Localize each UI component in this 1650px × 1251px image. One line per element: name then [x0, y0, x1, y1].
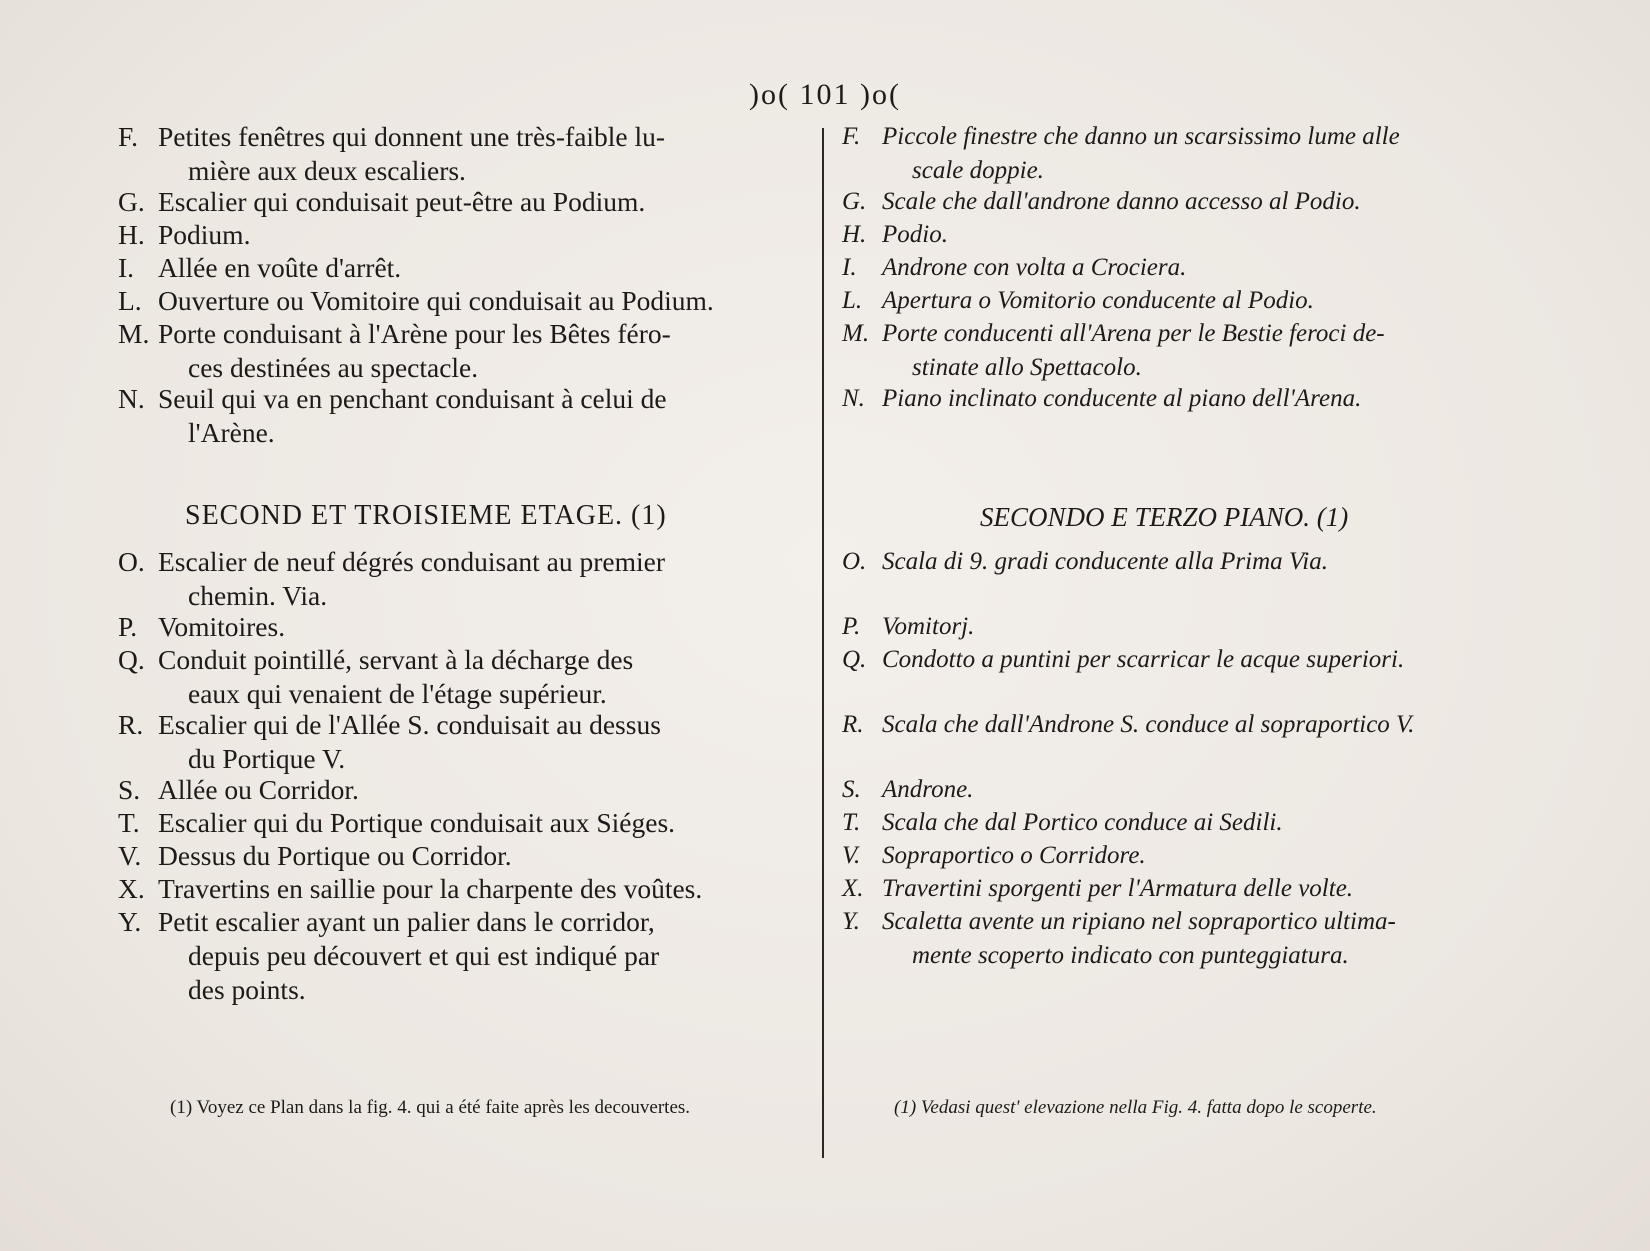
legend-letter: H. — [118, 219, 145, 250]
legend-letter: N. — [842, 385, 865, 412]
legend-text: Petites fenêtres qui donnent une très-faible lu- — [158, 121, 666, 152]
italian-section-heading: SECONDO E TERZO PIANO. (1) — [980, 502, 1349, 532]
legend-entry — [118, 872, 806, 906]
legend-entry — [118, 773, 806, 807]
legend-text: Podium. — [158, 219, 251, 250]
legend-entry — [118, 708, 806, 776]
legend-entry — [842, 284, 1532, 318]
legend-text: Androne. — [882, 776, 974, 803]
legend-letter: V. — [842, 842, 861, 869]
legend-text: ces destinées au spectacle. — [188, 352, 479, 383]
legend-letter: M. — [842, 320, 870, 347]
legend-text: Escalier de neuf dégrés conduisant au premier — [158, 546, 666, 577]
legend-entry — [842, 806, 1532, 840]
legend-text: Condotto a puntini per scarricar le acque superiori. — [882, 646, 1405, 673]
legend-letter: F. — [118, 121, 138, 152]
legend-entry — [842, 545, 1532, 579]
legend-entry — [118, 251, 806, 285]
legend-letter: L. — [842, 287, 863, 314]
legend-entry — [842, 905, 1532, 973]
legend-entry — [118, 185, 806, 219]
legend-text: Ouverture ou Vomitoire qui conduisait au Podium. — [158, 285, 714, 316]
legend-text: Travertins en saillie pour la charpente des voûtes. — [158, 873, 703, 904]
legend-text: Conduit pointillé, servant à la décharge des — [158, 644, 634, 675]
legend-text: Scaletta avente un ripiano nel sopraportico ultima- — [882, 908, 1396, 935]
legend-text: mière aux deux escaliers. — [188, 155, 466, 186]
legend-text: Sopraportico o Corridore. — [882, 842, 1146, 869]
legend-letter: N. — [118, 383, 145, 414]
legend-letter: Y. — [118, 906, 142, 937]
italian-footnote: (1) Vedasi quest' elevazione nella Fig. 4. fatta dopo le scoperte. — [894, 1097, 1377, 1118]
legend-entry — [118, 806, 806, 840]
legend-text: Dessus du Portique ou Corridor. — [158, 840, 512, 871]
legend-text: Allée en voûte d'arrêt. — [158, 252, 402, 283]
legend-letter: O. — [118, 546, 145, 577]
legend-letter: T. — [842, 809, 861, 836]
legend-letter: X. — [842, 875, 864, 902]
legend-entry — [842, 382, 1532, 416]
legend-entry — [118, 317, 806, 385]
legend-text: Vomitorj. — [882, 613, 975, 640]
french-section-heading: SECOND ET TROISIEME ETAGE. (1) — [185, 500, 667, 531]
legend-text: scale doppie. — [912, 157, 1044, 184]
legend-text: Escalier qui de l'Allée S. conduisait au dessus — [158, 709, 661, 740]
legend-text: Androne con volta a Crociera. — [882, 254, 1187, 281]
legend-entry — [118, 382, 806, 450]
french-footnote: (1) Voyez ce Plan dans la fig. 4. qui a été faite après les decouvertes. — [170, 1097, 691, 1118]
legend-text: des points. — [188, 974, 306, 1005]
legend-text: Petit escalier ayant un palier dans le corridor, — [158, 906, 655, 937]
legend-text: Allée ou Corridor. — [158, 774, 359, 805]
legend-text: stinate allo Spettacolo. — [912, 354, 1142, 381]
legend-text: Porte conducenti all'Arena per le Bestie feroci de- — [882, 320, 1385, 347]
legend-text: depuis peu découvert et qui est indiqué par — [188, 940, 660, 971]
page-number: )o( 101 )o( — [749, 78, 901, 111]
legend-entry — [842, 185, 1532, 219]
legend-text: Scala che dall'Androne S. conduce al sopraportico V. — [882, 711, 1415, 738]
legend-letter: S. — [842, 776, 861, 803]
legend-text: Apertura o Vomitorio conducente al Podio. — [882, 287, 1314, 314]
legend-text: Scala che dal Portico conduce ai Sedili. — [882, 809, 1283, 836]
legend-text: Podio. — [882, 221, 948, 248]
legend-entry — [842, 610, 1532, 644]
legend-entry — [118, 545, 806, 613]
legend-text: Porte conduisant à l'Arène pour les Bêtes féro- — [158, 318, 671, 349]
legend-letter: R. — [842, 711, 864, 738]
legend-letter: H. — [842, 221, 867, 248]
legend-letter: I. — [842, 254, 857, 281]
legend-letter: G. — [118, 186, 145, 217]
legend-text: chemin. Via. — [188, 580, 328, 611]
legend-entry — [842, 839, 1532, 873]
legend-entry — [118, 218, 806, 252]
legend-letter: P. — [118, 611, 138, 642]
legend-text: Escalier qui du Portique conduisait aux Siéges. — [158, 807, 676, 838]
legend-text: Seuil qui va en penchant conduisant à celui de — [158, 383, 667, 414]
legend-entry — [842, 773, 1532, 807]
legend-entry — [118, 839, 806, 873]
column-divider — [822, 128, 824, 1158]
legend-text: eaux qui venaient de l'étage supérieur. — [188, 678, 607, 709]
legend-letter: P. — [842, 613, 861, 640]
legend-text: Piccole finestre che danno un scarsissimo lume alle — [882, 123, 1400, 150]
legend-letter: F. — [842, 123, 861, 150]
legend-letter: G. — [842, 188, 867, 215]
legend-text: Travertini sporgenti per l'Armatura delle volte. — [882, 875, 1354, 902]
legend-text: Scale che dall'androne danno accesso al Podio. — [882, 188, 1361, 215]
legend-text: l'Arène. — [188, 417, 275, 448]
legend-letter: Q. — [842, 646, 867, 673]
legend-letter: M. — [118, 318, 150, 349]
legend-entry — [842, 872, 1532, 906]
legend-entry — [118, 610, 806, 644]
legend-letter: O. — [842, 548, 867, 575]
legend-letter: S. — [118, 774, 141, 805]
legend-letter: L. — [118, 285, 142, 316]
legend-entry — [842, 708, 1532, 742]
legend-text: Scala di 9. gradi conducente alla Prima Via. — [882, 548, 1328, 575]
legend-entry — [842, 251, 1532, 285]
legend-letter: X. — [118, 873, 145, 904]
legend-letter: I. — [118, 252, 135, 283]
legend-letter: Q. — [118, 644, 145, 675]
legend-letter: Y. — [842, 908, 860, 935]
legend-entry — [118, 905, 806, 1007]
legend-text: Vomitoires. — [158, 611, 286, 642]
legend-text: du Portique V. — [188, 743, 346, 774]
legend-letter: V. — [118, 840, 142, 871]
legend-entry — [842, 120, 1532, 188]
legend-entry — [842, 218, 1532, 252]
legend-text: mente scoperto indicato con punteggiatura. — [912, 942, 1349, 969]
legend-entry — [118, 284, 806, 318]
legend-entry — [842, 317, 1532, 385]
legend-entry — [842, 643, 1532, 677]
legend-entry — [118, 643, 806, 711]
legend-entry — [118, 120, 806, 188]
legend-text: Piano inclinato conducente al piano dell'Arena. — [882, 385, 1362, 412]
legend-text: Escalier qui conduisait peut-être au Podium. — [158, 186, 646, 217]
legend-letter: R. — [118, 709, 144, 740]
legend-letter: T. — [118, 807, 140, 838]
